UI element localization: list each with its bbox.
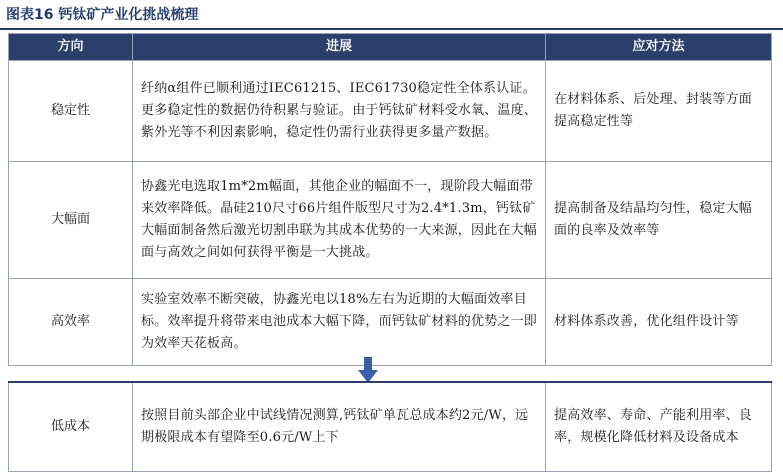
low-cost-progress: 按照目前头部企业中试线情况测算,钙钛矿单瓦总成本约2元/W，远期极限成本有望降至0.6元/W上下 (133, 382, 546, 472)
header-row (9, 34, 772, 61)
low-cost-table (8, 381, 772, 472)
row-progress: 纤纳α组件已顺利通过IEC61215、IEC61730稳定性全体系认证。更多稳定性的数据仍待积累与验证。由于钙钛矿材料受水氧、温度、紫外光等不利因素影响，稳定性仍需行业获得更多量产数据。 (133, 61, 546, 162)
row-progress: 协鑫光电选取1m*2m幅面，其他企业的幅面不一，现阶段大幅面带来效率降低。晶硅210尺寸66片组件版型尺寸为2.4*1.3m，钙钛矿大幅面制备然后激光切割串联为其成本优势的一大来源，因此在大幅面与高效之间如何获得平衡是一大挑战。 (133, 162, 546, 279)
row-solution: 材料体系改善，优化组件设计等 (546, 279, 772, 366)
row-direction: 大幅面 (9, 162, 133, 279)
header-progress: 进展 (133, 34, 546, 61)
title-rule (0, 28, 783, 30)
header-direction: 方向 (9, 34, 133, 61)
low-cost-direction: 低成本 (9, 382, 133, 472)
table-row (9, 279, 772, 366)
row-solution: 在材料体系、后处理、封装等方面提高稳定性等 (546, 61, 772, 162)
table-row (9, 162, 772, 279)
row-direction: 稳定性 (9, 61, 133, 162)
row-progress: 实验室效率不断突破，协鑫光电以18%左右为近期的大幅面效率目标。效率提升将带来电池成本大幅下降，而钙钛矿材料的优势之一即为效率天花板高。 (133, 279, 546, 366)
row-solution: 提高制备及结晶均匀性，稳定大幅面的良率及效率等 (546, 162, 772, 279)
figure-title: 图表16 钙钛矿产业化挑战梳理 (6, 7, 199, 23)
low-cost-solution: 提高效率、寿命、产能利用率、良率，规模化降低材料及设备成本 (546, 382, 772, 472)
table-row (9, 61, 772, 162)
row-direction: 高效率 (9, 279, 133, 366)
challenge-table (8, 33, 772, 366)
header-solution: 应对方法 (546, 34, 772, 61)
arrow-down-icon (358, 357, 378, 383)
table-row (9, 382, 772, 472)
